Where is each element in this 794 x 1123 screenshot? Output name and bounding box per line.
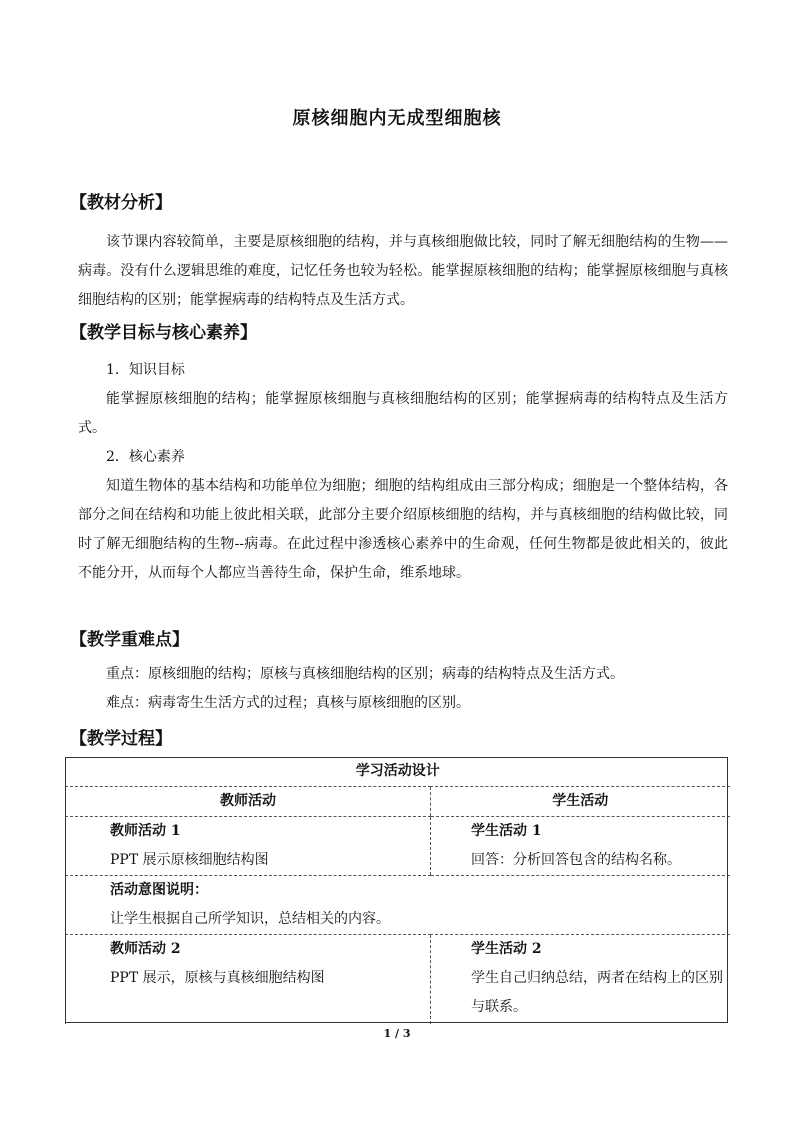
student-activity-2-cell [431, 934, 730, 1024]
teacher-activity-2-cell [66, 934, 431, 1024]
teacher-activity-1-cell [66, 816, 431, 875]
student-activity-2-label: 学生活动 2 [471, 940, 542, 957]
column-header-student: 学生活动 [431, 786, 730, 816]
teacher-activity-2-text: PPT 展示，原核与真核细胞结构图 [110, 969, 325, 986]
goal-item-1-label: 1．知识目标 [106, 362, 185, 378]
key-point-text: 重点：原核细胞的结构；原核与真核细胞结构的区别；病毒的结构特点及生活方式。 [106, 666, 624, 682]
student-activity-2-text: 学生自己归纳总结，两者在结构上的区别与联系。 [471, 969, 723, 1015]
student-activity-1-cell [431, 816, 730, 875]
goal-item-1-text: 能掌握原核细胞的结构；能掌握原核细胞与真核细胞结构的区别；能掌握病毒的结构特点及生活方式。 [78, 391, 728, 436]
document-title: 原核细胞内无成型细胞核 [292, 108, 502, 129]
goal-item-2-text: 知道生物体的基本结构和功能单位为细胞；细胞的结构组成由三部分构成；细胞是一个整体结构，各部分之间在结构和功能上彼此相关联，此部分主要介绍原核细胞的结构，并与真核细胞的结构做比较，同时了解无细胞结构的生物--病毒。在此过程中渗透核心素养中的生命观，任何生物都是彼此相关的，彼此不能分开，从而每个人都应当善待生命，保护生命，维系地球。 [78, 478, 728, 581]
section-heading-keypoints: 【教学重难点】 [70, 630, 189, 650]
student-activity-1-label: 学生活动 1 [471, 822, 542, 839]
section-heading-goals: 【教学目标与核心素养】 [70, 323, 257, 343]
page-number: 1 / 3 [383, 1027, 411, 1040]
activity-intent-label: 活动意图说明： [110, 881, 208, 898]
activity-design-table [65, 757, 730, 1024]
teacher-activity-1-text: PPT 展示原核细胞结构图 [110, 851, 269, 868]
activity-intent-cell [66, 875, 730, 934]
analysis-paragraph: 该节课内容较简单，主要是原核细胞的结构，并与真核细胞做比较，同时了解无细胞结构的生物——病毒。没有什么逻辑思维的难度，记忆任务也较为轻松。能掌握原核细胞的结构；能掌握原核细胞与真核细胞结构的区别；能掌握病毒的结构特点及生活方式。 [78, 234, 728, 308]
difficult-point-text: 难点：病毒寄生生活方式的过程；真核与原核细胞的区别。 [106, 695, 470, 711]
goal-item-2-label: 2．核心素养 [106, 449, 185, 465]
teacher-activity-2-label: 教师活动 2 [110, 940, 181, 957]
table-title: 学习活动设计 [66, 757, 730, 786]
column-header-teacher: 教师活动 [66, 786, 431, 816]
section-heading-analysis: 【教材分析】 [70, 193, 172, 213]
activity-intent-text: 让学生根据自己所学知识，总结相关的内容。 [110, 910, 390, 927]
student-activity-1-text: 回答：分析回答包含的结构名称。 [471, 851, 681, 868]
section-heading-process: 【教学过程】 [70, 729, 172, 749]
teacher-activity-1-label: 教师活动 1 [110, 822, 181, 839]
